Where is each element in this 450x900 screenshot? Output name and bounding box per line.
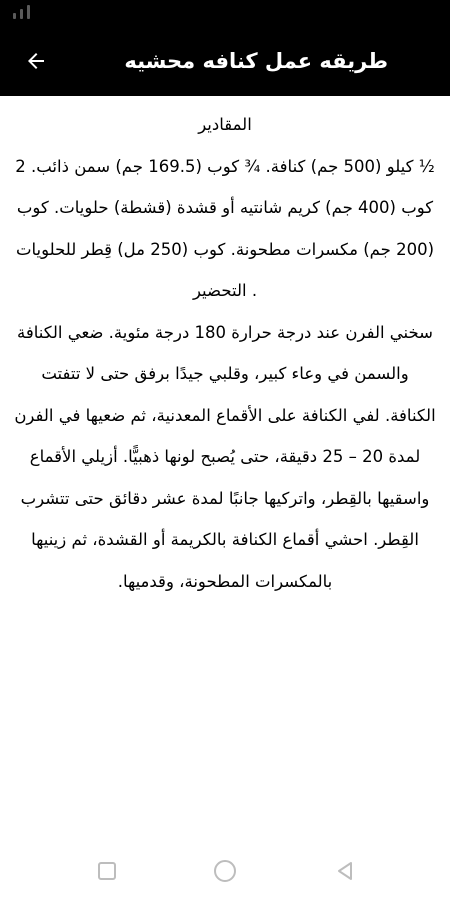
signal-icon	[13, 5, 30, 19]
nav-back-button[interactable]	[332, 858, 358, 884]
status-bar	[0, 0, 450, 26]
preparation-text: سخني الفرن عند درجة حرارة 180 درجة مئوية. ضعي الكنافة والسمن في وعاء كبير، وقلبي جيدًا برفق حتى لا تتفتت الكنافة. لفي الكنافة على الأقماع المعدنية، ثم ضعيها في الفرن لمدة 20 – 25 دقيقة، حتى يُصبح لونها ذهبيًّا. أزيلي الأقماع واسقيها بالقِطر، واتركيها جانبًا لمدة عشر دقائق حتى تتشرب القِطر. احشي أقماع الكنافة بالكريمة أو القشدة، ثم زينيها بالمكسرات المطحونة، وقدميها.	[14, 322, 436, 591]
ingredients-heading: المقادير	[198, 115, 252, 134]
arrow-back-icon	[24, 49, 48, 73]
navigation-bar	[0, 840, 450, 900]
circle-home-icon	[212, 858, 238, 884]
back-button[interactable]	[14, 39, 58, 83]
app-bar	[0, 26, 450, 96]
triangle-back-icon	[334, 860, 356, 882]
ingredients-text: ½ كيلو (500 جم) كنافة. ¾ كوب (169.5 جم) سمن ذائب. 2 كوب (400 جم) كريم شانتيه أو قشدة (قشطة) حلويات. كوب (200 جم) مكسرات مطحونة. كوب (250 مل) قِطر للحلويات	[15, 156, 435, 259]
home-button[interactable]	[212, 858, 238, 884]
square-recents-icon	[96, 860, 118, 882]
recents-button[interactable]	[94, 858, 120, 884]
page-title: طريقه عمل كنافه محشيه	[124, 49, 388, 73]
recipe-content	[14, 104, 436, 754]
preparation-heading: . التحضير	[192, 281, 258, 300]
